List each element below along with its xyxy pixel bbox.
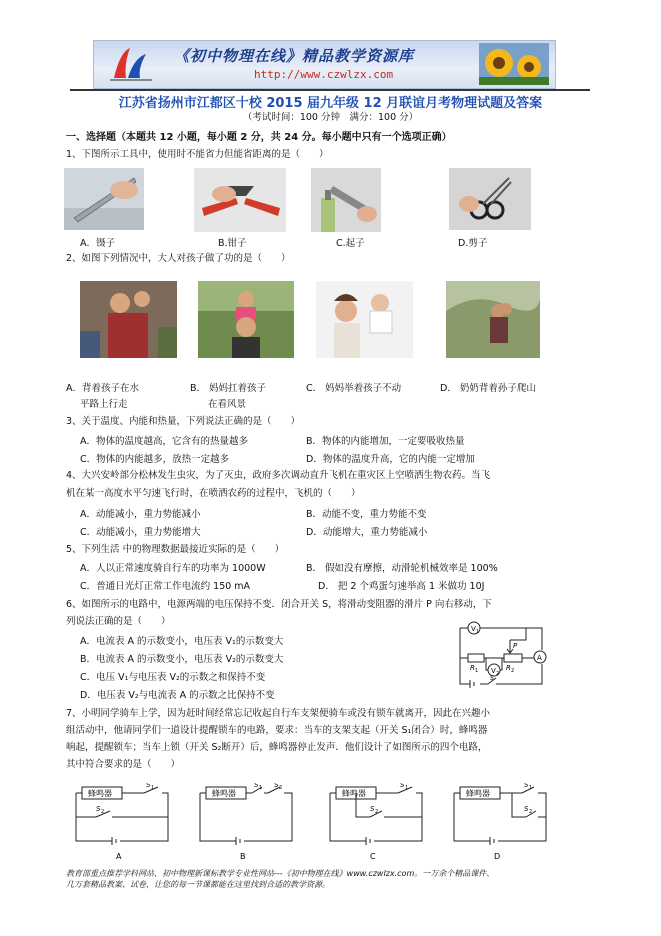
- q7-line1: 7、小明同学骑车上学，因为赶时间经常忘记收起自行车支架便骑车或没有锁车就离开，因此在兴趣小: [66, 708, 491, 719]
- q4-option-c: C．动能减小，重力势能增大: [80, 527, 201, 538]
- q6-circuit-diagram: [450, 618, 550, 690]
- q6-stem-line2: 列说法正确的是（ ）: [66, 616, 171, 627]
- svg-text:2: 2: [279, 785, 283, 791]
- r2-label: R: [506, 664, 511, 672]
- svg-text:2: 2: [529, 809, 533, 815]
- q6-option-a: A．电流表 A 的示数变小，电压表 V₁的示数变大: [80, 636, 284, 647]
- q5-option-a: A．人以正常速度骑自行车的功率为 1000W: [80, 563, 266, 574]
- footer: [66, 868, 591, 890]
- pliers-photo: [194, 168, 286, 232]
- footer-line2: 几万套精品教案、试卷，让您的每一节课都能在这里找到合适的教学资源。: [66, 880, 330, 889]
- q1-option-d: D.剪子: [458, 238, 488, 249]
- svg-text:2: 2: [375, 809, 379, 815]
- v1-sub: 1: [476, 629, 480, 635]
- q1-option-c: C.起子: [336, 238, 365, 249]
- q6-option-d: D．电压表 V₂与电流表 A 的示数之比保持不变: [80, 690, 275, 701]
- q5-stem: 5、下列生活 中的物理数据最接近实际的是（ ）: [66, 544, 285, 555]
- svg-text:1: 1: [529, 785, 533, 791]
- q2-option-c: C． 妈妈举着孩子不动: [306, 383, 402, 394]
- header-banner: [93, 40, 556, 89]
- svg-text:蜂鸣器: 蜂鸣器: [466, 789, 490, 798]
- q5-option-c: C．普通日光灯正常工作电流约 150 mA: [80, 581, 251, 592]
- svg-text:1: 1: [405, 785, 409, 791]
- svg-text:2: 2: [101, 809, 105, 815]
- circuit-b-label: B: [240, 852, 246, 861]
- svg-text:S: S: [254, 783, 259, 789]
- section-heading: 一、选择题（本题共 12 小题，每小题 2 分，共 24 分。每小题中只有一个选项正确）: [66, 132, 452, 143]
- svg-text:S: S: [274, 783, 279, 789]
- r1-sub: 1: [475, 668, 479, 674]
- q2-stem: 2、如图下列情况中，大人对孩子做了功的是（ ）: [66, 253, 291, 264]
- q5-option-b: B． 假如没有摩擦，动滑轮机械效率是 100%: [306, 563, 498, 574]
- q4-stem-line2: 机在某一高度水平匀速飞行时，在喷洒农药的过程中，飞机的（ ）: [66, 488, 361, 499]
- r2-sub: 2: [511, 668, 515, 674]
- ammeter-label: A: [537, 654, 542, 662]
- q1-option-b: B.钳子: [218, 238, 247, 249]
- q3-option-b: B．物体的内能增加，一定要吸收热量: [306, 436, 465, 447]
- q3-stem: 3、关于温度、内能和热量，下列说法正确的是（ ）: [66, 416, 301, 427]
- svg-text:S: S: [524, 805, 529, 813]
- circuit-d-label: D: [494, 852, 501, 861]
- buzzer-label: 蜂鸣器: [88, 789, 112, 798]
- bottle-opener-photo: [311, 168, 381, 232]
- svg-text:S: S: [524, 783, 529, 789]
- scissors-photo: [449, 168, 531, 230]
- banner-url: http://www.czwlzx.com: [254, 68, 394, 81]
- q2-option-d: D． 奶奶背着孙子爬山: [440, 383, 536, 394]
- carry-child-walking-photo: [80, 281, 177, 358]
- svg-text:蜂鸣器: 蜂鸣器: [212, 789, 236, 798]
- q3-option-c: C．物体的内能越多，放热一定越多: [80, 454, 230, 465]
- q2-option-b-cont: 在看风景: [208, 399, 247, 410]
- svg-text:S: S: [146, 783, 151, 789]
- q1-option-a: A．镊子: [80, 238, 115, 249]
- svg-text:S: S: [370, 805, 375, 813]
- tweezers-photo: [64, 168, 144, 230]
- q7-line2: 组活动中，他请同学们一道设计提醒锁车的电路，要求：当车的支架支起（开关 S₁闭合）时，蜂鸣器: [66, 725, 488, 736]
- q4-stem-line1: 4、大兴安岭部分松林发生虫灾，为了灭虫，政府多次调动直升飞机在重灾区上空喷洒生物农药。当飞: [66, 470, 491, 481]
- v2-label: V: [491, 667, 496, 675]
- q7-circuit-c: [326, 783, 426, 863]
- v1-label: V: [471, 625, 476, 633]
- lift-child-photo: [316, 281, 413, 358]
- header-rule: [70, 89, 590, 91]
- svg-text:1: 1: [259, 785, 263, 791]
- q2-option-b: B． 妈妈扛着孩子: [190, 383, 267, 394]
- circuit-c-label: C: [370, 852, 376, 861]
- slider-label: P: [513, 642, 518, 650]
- climb-mountain-photo: [446, 281, 540, 358]
- switch-label: S: [490, 675, 494, 682]
- v2-sub: 2: [496, 671, 500, 677]
- footer-line1: 教育部重点推荐学科网站、初中物理新课标教学专业性网站---《初中物理在线》www.czwlzx.com。一万余个精品课件、: [66, 869, 495, 878]
- q4-option-d: D．动能增大，重力势能减小: [306, 527, 428, 538]
- q7-line3: 响起，提醒锁车；当车上锁（开关 S₂断开）后，蜂鸣器停止发声．他们设计了如图所示的四个电路，: [66, 742, 488, 753]
- q5-option-d: D． 把 2 个鸡蛋匀速举高 1 米做功 10J: [318, 581, 485, 592]
- q4-option-b: B．动能不变，重力势能不变: [306, 509, 427, 520]
- exam-info: （考试时间：100 分钟 满分：100 分）: [242, 112, 419, 123]
- q2-option-a-cont: 平路上行走: [80, 399, 128, 410]
- carry-child-shoulders-photo: [198, 281, 294, 358]
- r1-label: R: [470, 664, 475, 672]
- svg-text:蜂鸣器: 蜂鸣器: [342, 789, 366, 798]
- site-logo-icon: [106, 44, 156, 84]
- q7-line4: 其中符合要求的是（ ）: [66, 759, 181, 770]
- svg-text:S: S: [96, 805, 101, 813]
- banner-title: 《初中物理在线》精品教学资源库: [174, 47, 415, 65]
- q2-option-a: A．背着孩子在水: [66, 383, 139, 394]
- svg-text:1: 1: [151, 785, 155, 791]
- q6-option-b: B．电流表 A 的示数变小，电压表 V₂的示数变大: [80, 654, 284, 665]
- sunflower-icon: [479, 43, 549, 85]
- q4-option-a: A．动能减小，重力势能减小: [80, 509, 201, 520]
- q7-circuit-a: [72, 783, 172, 863]
- q7-circuit-b: [196, 783, 296, 863]
- q3-option-a: A．物体的温度越高，它含有的热量越多: [80, 436, 248, 447]
- page-title: 江苏省扬州市江都区十校 2015 届九年级 12 月联谊月考物理试题及答案: [118, 96, 543, 111]
- svg-text:S: S: [400, 783, 405, 789]
- q1-stem: 1、下图所示工具中，使用时不能省力但能省距离的是（ ）: [66, 149, 329, 160]
- q3-option-d: D．物体的温度升高，它的内能一定增加: [306, 454, 475, 465]
- q6-option-c: C．电压 V₁与电压表 V₂的示数之和保持不变: [80, 672, 266, 683]
- circuit-a-label: A: [116, 852, 122, 861]
- q6-stem-line1: 6、如图所示的电路中，电源两端的电压保持不变．闭合开关 S，将滑动变阻器的滑片 P 向右移动，下: [66, 599, 492, 610]
- q7-circuit-d: [450, 783, 550, 863]
